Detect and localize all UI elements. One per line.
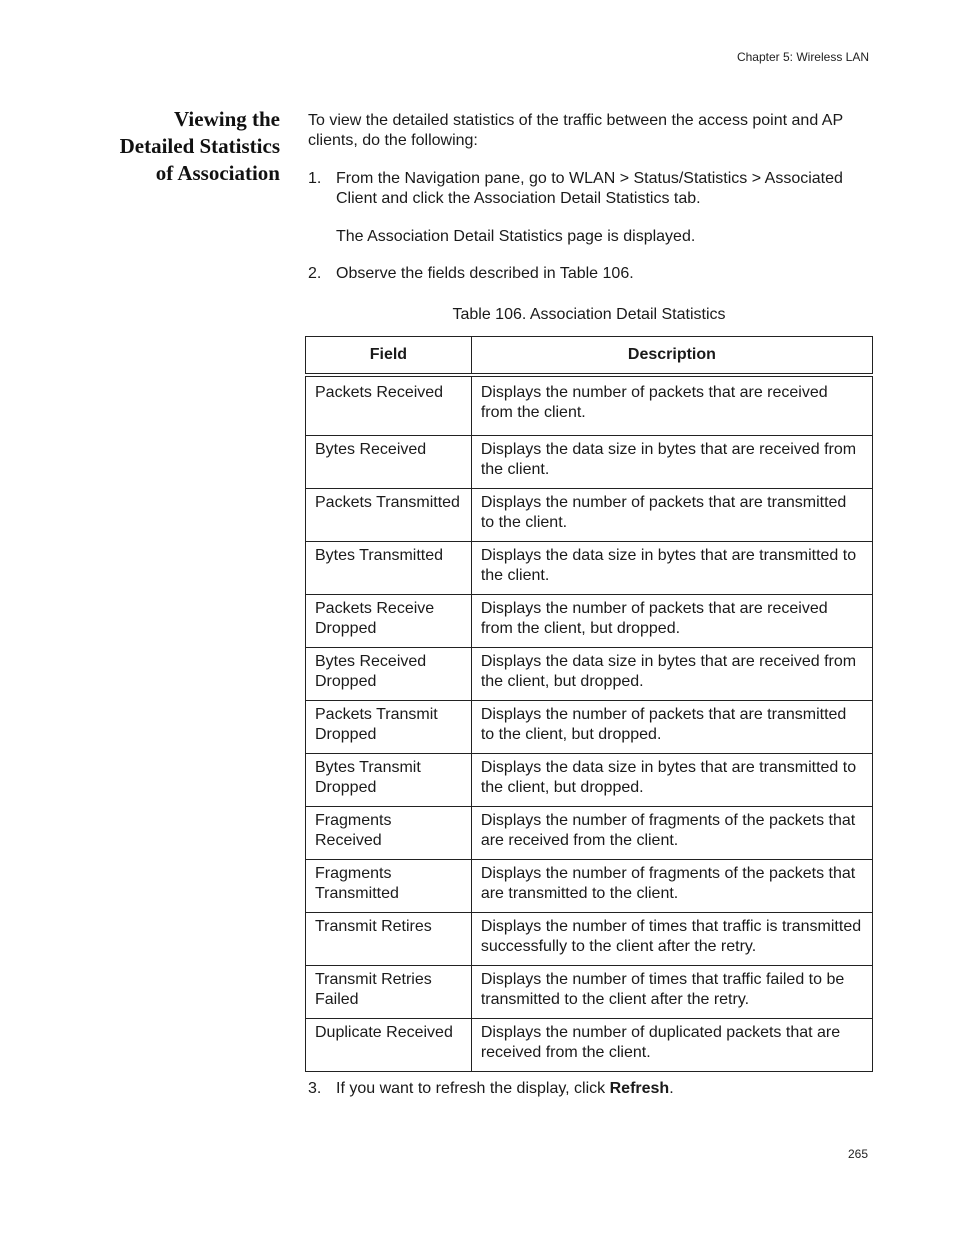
table-row: [306, 595, 873, 648]
section-heading-line: of Association: [155, 161, 280, 185]
table-row: [306, 436, 873, 489]
column-header-field: Field: [306, 337, 472, 376]
intro-paragraph: To view the detailed statistics of the traffic between the access point and AP clients, do the following:: [308, 112, 843, 149]
field-cell: Bytes Received: [306, 436, 472, 489]
step-2: [308, 264, 873, 284]
description-cell: Displays the number of times that traffic failed to be transmitted to the client after the retry.: [471, 966, 872, 1019]
field-cell: Bytes Received Dropped: [306, 648, 472, 701]
step-text-tail: .: [669, 1080, 674, 1097]
table-row: [306, 375, 873, 436]
page-number: 265: [847, 1147, 868, 1161]
step-1-note: The Association Detail Statistics page is displayed.: [336, 228, 696, 245]
table-row: [306, 966, 873, 1019]
step-text: Observe the fields described in Table 106.: [336, 265, 634, 282]
step-3: [308, 1079, 873, 1099]
table-row: [306, 648, 873, 701]
description-cell: Displays the data size in bytes that are transmitted to the client, but dropped.: [471, 754, 872, 807]
step-text: [336, 1079, 873, 1099]
section-heading-line: Viewing the: [174, 107, 280, 131]
description-cell: Displays the number of packets that are transmitted to the client.: [471, 489, 872, 542]
field-cell: Transmit Retires: [306, 913, 472, 966]
description-cell: Displays the data size in bytes that are transmitted to the client.: [471, 542, 872, 595]
table-row: [306, 542, 873, 595]
step-number: 1.: [308, 170, 322, 187]
field-cell: Packets Transmitted: [306, 489, 472, 542]
table-row: [306, 701, 873, 754]
table-row: [306, 489, 873, 542]
table-caption: Table 106. Association Detail Statistics: [452, 306, 726, 323]
description-cell: Displays the number of packets that are received from the client, but dropped.: [471, 595, 872, 648]
running-header: Chapter 5: Wireless LAN: [736, 50, 869, 64]
field-cell: Duplicate Received: [306, 1019, 472, 1072]
refresh-keyword: Refresh: [609, 1080, 670, 1097]
field-cell: Packets Receive Dropped: [306, 595, 472, 648]
description-cell: Displays the data size in bytes that are received from the client.: [471, 436, 872, 489]
description-cell: Displays the number of packets that are transmitted to the client, but dropped.: [471, 701, 872, 754]
step-number: 3.: [308, 1080, 322, 1097]
field-cell: Transmit Retries Failed: [306, 966, 472, 1019]
table-row: [306, 807, 873, 860]
field-cell: Bytes Transmitted: [306, 542, 472, 595]
table-row: [306, 860, 873, 913]
step-number: 2.: [308, 265, 322, 282]
section-heading: [90, 106, 280, 187]
field-cell: Bytes Transmit Dropped: [306, 754, 472, 807]
table-row: [306, 1019, 873, 1072]
description-cell: Displays the number of times that traffic is transmitted successfully to the client after the retry.: [471, 913, 872, 966]
description-cell: Displays the number of duplicated packets that are received from the client.: [471, 1019, 872, 1072]
association-statistics-table: [305, 336, 873, 1072]
step-text-lead: If you want to refresh the display, click: [336, 1080, 610, 1097]
field-cell: Packets Transmit Dropped: [306, 701, 472, 754]
column-header-description: Description: [471, 337, 872, 376]
table-header-row: [306, 337, 873, 376]
description-cell: Displays the number of fragments of the packets that are received from the client.: [471, 807, 872, 860]
field-cell: Fragments Received: [306, 807, 472, 860]
description-cell: Displays the number of packets that are received from the client.: [471, 375, 872, 436]
description-cell: Displays the number of fragments of the packets that are transmitted to the client.: [471, 860, 872, 913]
description-cell: Displays the data size in bytes that are received from the client, but dropped.: [471, 648, 872, 701]
step-1: [308, 169, 873, 209]
field-cell: Fragments Transmitted: [306, 860, 472, 913]
section-heading-line: Detailed Statistics: [119, 134, 280, 158]
step-text: From the Navigation pane, go to WLAN > Status/Statistics > Associated Client and click the Association Detail Statistics tab.: [336, 170, 843, 207]
table-row: [306, 913, 873, 966]
table-row: [306, 754, 873, 807]
field-cell: Packets Received: [306, 375, 472, 436]
